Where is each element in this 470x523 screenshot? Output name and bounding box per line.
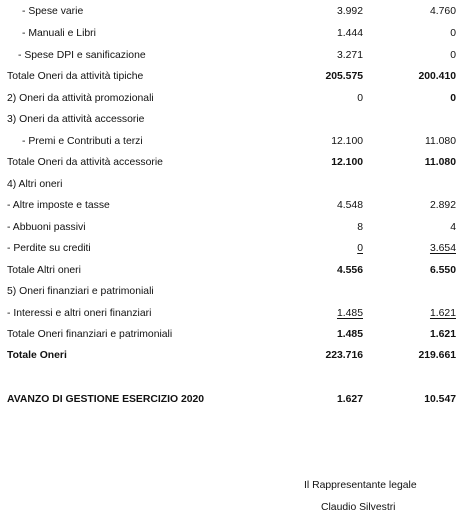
value-2020: 3.271 <box>336 50 363 61</box>
subtotal-row <box>0 71 470 85</box>
table-row <box>0 308 470 322</box>
value-2020: 3.992 <box>336 6 363 17</box>
value-2019: 2.892 <box>429 200 456 211</box>
section-heading: 3) Oneri da attività accessorie <box>7 114 145 125</box>
value-2020: 4.556 <box>336 265 363 276</box>
table-row <box>0 50 470 64</box>
value-2020: 1.485 <box>336 329 363 340</box>
value-2020: 0 <box>357 243 363 254</box>
value-2020: 12.100 <box>331 136 363 147</box>
section-row <box>0 179 470 193</box>
row-label: Totale Oneri da attività accessorie <box>7 157 163 168</box>
section-row <box>0 114 470 128</box>
value-2020: 4.548 <box>336 200 363 211</box>
table-row <box>0 136 470 150</box>
value-2019: 0 <box>450 93 456 104</box>
subtotal-row <box>0 265 470 279</box>
table-row <box>0 200 470 214</box>
row-label: - Spese DPI e sanificazione <box>18 50 146 61</box>
value-2019: 10.547 <box>424 394 456 405</box>
value-2020: 223.716 <box>325 350 363 361</box>
row-label: Totale Altri oneri <box>7 265 81 276</box>
signature-name: Claudio Silvestri <box>321 502 396 513</box>
value-2020: 0 <box>357 93 363 104</box>
signature-role: Il Rappresentante legale <box>304 480 417 491</box>
row-label: - Abbuoni passivi <box>7 222 86 233</box>
section-row <box>0 93 470 107</box>
value-2020: 1.485 <box>336 308 363 319</box>
subtotal-row <box>0 157 470 171</box>
value-2019: 1.621 <box>429 329 456 340</box>
value-2019: 6.550 <box>429 265 456 276</box>
row-label: - Manuali e Libri <box>22 28 96 39</box>
row-label: - Altre imposte e tasse <box>7 200 110 211</box>
value-2019: 200.410 <box>418 71 456 82</box>
section-heading: 4) Altri oneri <box>7 179 63 190</box>
result-row <box>0 394 470 408</box>
table-row <box>0 222 470 236</box>
value-2019: 4.760 <box>429 6 456 17</box>
value-2019: 4 <box>450 222 456 233</box>
section-row <box>0 286 470 300</box>
value-2020: 1.444 <box>336 28 363 39</box>
value-2020: 8 <box>357 222 363 233</box>
row-label: Totale Oneri da attività tipiche <box>7 71 144 82</box>
value-2019: 11.080 <box>424 136 456 147</box>
value-2019: 0 <box>450 50 456 61</box>
row-label: - Premi e Contributi a terzi <box>22 136 143 147</box>
section-heading: 5) Oneri finanziari e patrimoniali <box>7 286 154 297</box>
value-2019: 3.654 <box>429 243 456 254</box>
total-row <box>0 350 470 364</box>
section-heading: 2) Oneri da attività promozionali <box>7 93 154 104</box>
row-label: - Spese varie <box>22 6 84 17</box>
value-2019: 11.080 <box>424 157 456 168</box>
subtotal-row <box>0 329 470 343</box>
row-label: - Perdite su crediti <box>7 243 91 254</box>
row-label: - Interessi e altri oneri finanziari <box>7 308 152 319</box>
value-2020: 12.100 <box>331 157 363 168</box>
row-label: AVANZO DI GESTIONE ESERCIZIO 2020 <box>7 394 205 405</box>
table-row <box>0 28 470 42</box>
value-2020: 1.627 <box>336 394 363 405</box>
value-2019: 219.661 <box>418 350 456 361</box>
row-label: Totale Oneri finanziari e patrimoniali <box>7 329 173 340</box>
table-row <box>0 6 470 20</box>
value-2019: 0 <box>450 28 456 39</box>
value-2019: 1.621 <box>429 308 456 319</box>
table-row <box>0 243 470 257</box>
row-label: Totale Oneri <box>7 350 67 361</box>
value-2020: 205.575 <box>325 71 363 82</box>
